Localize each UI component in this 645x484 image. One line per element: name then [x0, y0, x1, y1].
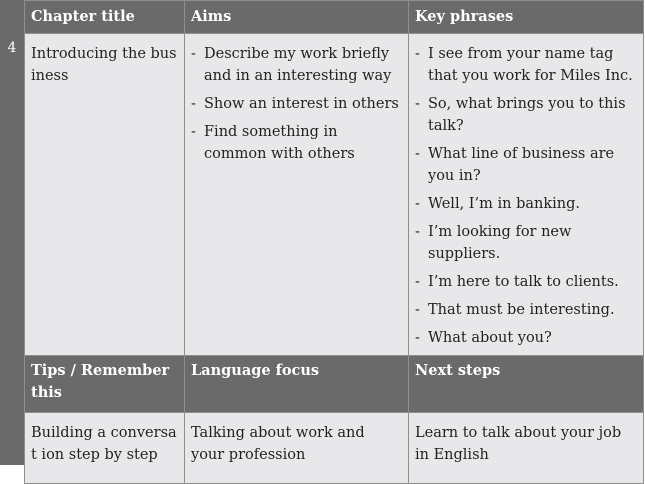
aims-list — [191, 43, 402, 165]
key-phrases-list — [415, 43, 637, 349]
chapter-title-cell — [25, 34, 185, 356]
header-aims: Aims — [185, 1, 409, 34]
list-item: - I’m looking for new suppliers. — [415, 221, 637, 265]
next-steps-cell: Learn to talk about your job in English — [409, 413, 644, 484]
list-item: - So, what brings you to this talk? — [415, 93, 637, 137]
list-item: - What about you? — [415, 327, 637, 349]
overview-grid — [24, 0, 644, 484]
header-next-steps: Next steps — [409, 356, 644, 413]
list-item: - I see from your name tag that you work for Miles Inc. — [415, 43, 637, 87]
list-item: - What line of business are you in? — [415, 143, 637, 187]
header-tips: Tips / Remember this — [25, 356, 185, 413]
chapter-number-column — [0, 0, 24, 465]
aims-cell — [185, 34, 409, 356]
list-item: - That must be interesting. — [415, 299, 637, 321]
header-language-focus: Language focus — [185, 356, 409, 413]
language-focus-cell: Talking about work and your profession — [185, 413, 409, 484]
list-item: - Find something in common with others — [191, 121, 402, 165]
key-phrases-cell — [409, 34, 644, 356]
chapter-row — [25, 34, 644, 356]
summary-row — [25, 413, 644, 484]
chapter-title: Introducing the bus iness — [31, 46, 177, 84]
header-key-phrases: Key phrases — [409, 1, 644, 34]
header-chapter-title: Chapter title — [25, 1, 185, 34]
list-item: - Well, I’m in banking. — [415, 193, 637, 215]
header-row-bottom — [25, 356, 644, 413]
chapter-number: 4 — [7, 40, 17, 56]
tips-cell — [25, 413, 185, 484]
header-row-top — [25, 1, 644, 34]
list-item: - Show an interest in others — [191, 93, 402, 115]
tips-text: Building a conversat ion step by step — [31, 425, 177, 463]
list-item: - Describe my work briefly and in an interesting way — [191, 43, 402, 87]
list-item: - I’m here to talk to clients. — [415, 271, 637, 293]
